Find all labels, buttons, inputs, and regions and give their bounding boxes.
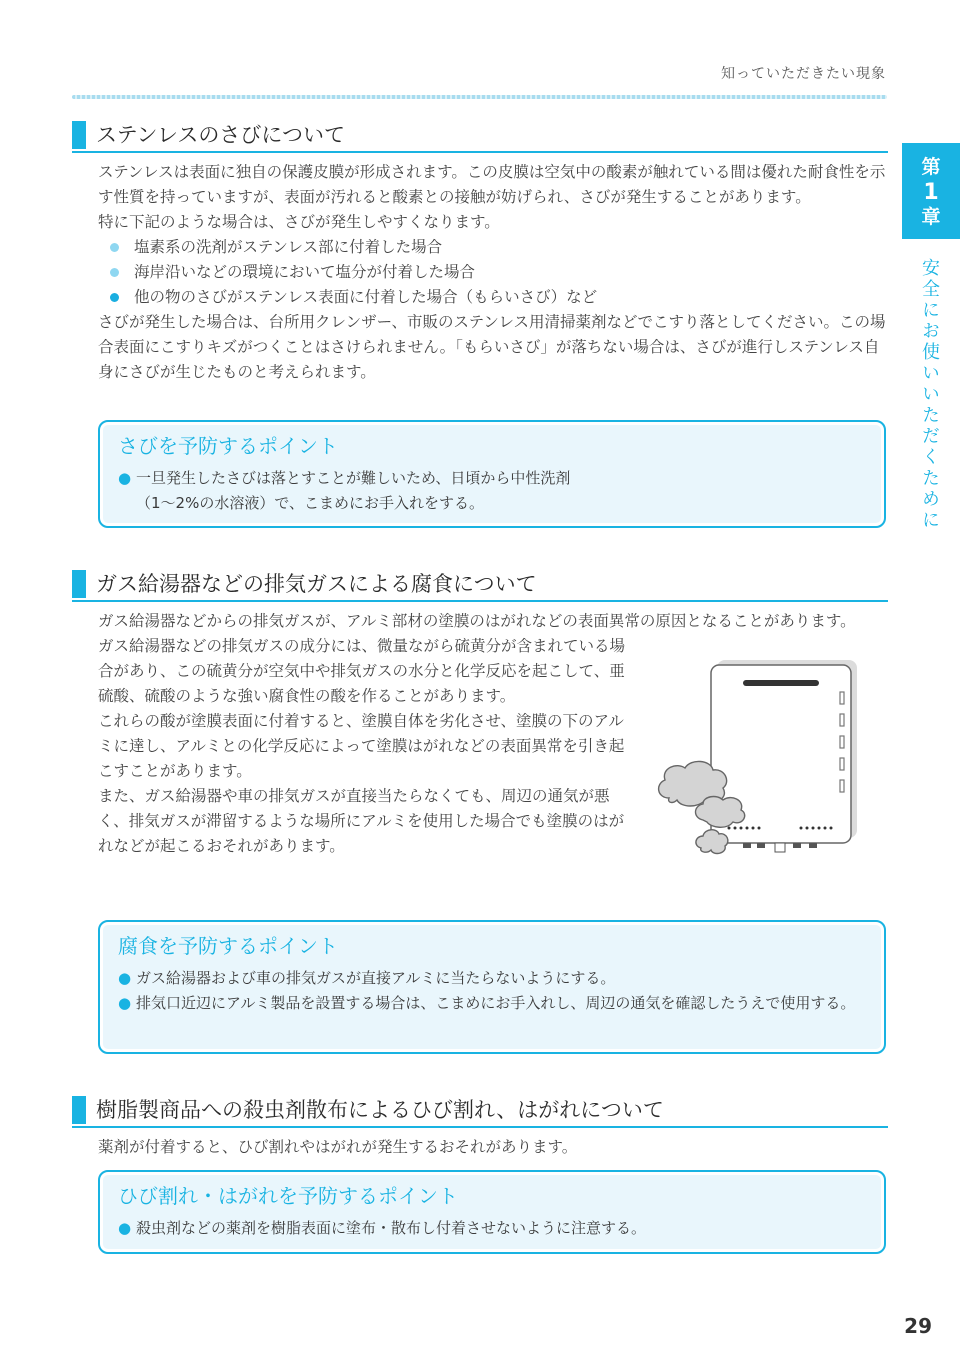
heater-connectors <box>743 843 817 852</box>
page-number: 29 <box>904 1314 932 1338</box>
tip-item <box>118 1216 868 1241</box>
chapter-prefix: 第 <box>921 156 941 178</box>
tip-item <box>118 466 868 491</box>
list-item: 他の物のさびがステンレス表面に付着した場合（もらいさび）など <box>98 285 888 310</box>
tip-item <box>118 966 868 991</box>
section-heading <box>72 121 888 153</box>
paragraph: 特に下記のような場合は、さびが発生しやすくなります。 <box>98 213 500 231</box>
tip-title: ひび割れ・はがれを予防するポイント <box>118 1184 458 1208</box>
chapter-tab <box>902 143 960 239</box>
section-stainless-rust <box>72 121 888 385</box>
tip-box-rust <box>98 420 886 528</box>
tip-text: ガス給湯器および車の排気ガスが直接アルミに当たらないようにする。 <box>136 969 616 987</box>
tip-box-corrosion <box>98 920 886 1054</box>
section-heading-text: ガス給湯器などの排気ガスによる腐食について <box>96 572 537 596</box>
water-heater-illustration <box>655 658 860 858</box>
tip-item <box>118 491 868 516</box>
bullet-icon: ● <box>118 969 132 987</box>
tip-text: 殺虫剤などの薬剤を樹脂表面に塗布・散布し付着させないように注意する。 <box>136 1219 647 1237</box>
heading-marker <box>72 1096 86 1124</box>
section-heading-text: ステンレスのさびについて <box>96 123 345 147</box>
section-heading <box>72 1096 888 1128</box>
tip-text: 一旦発生したさびは落とすことが難しいため、日頃から中性洗剤 <box>136 469 571 487</box>
bullet-icon: ● <box>118 469 132 487</box>
paragraph: ステンレスは表面に独自の保護皮膜が形成されます。この皮膜は空気中の酸素が触れている間は優れた耐食性を示す性質を持っていますが、表面が汚れると酸素との接触が妨げられ、さびが発生することがあります。 <box>98 163 886 206</box>
section-heading-text: 樹脂製商品への殺虫剤散布によるひび割れ、はがれについて <box>96 1098 664 1122</box>
section-body <box>98 160 888 385</box>
tip-title: 腐食を予防するポイント <box>118 934 338 958</box>
chapter-number: 1 <box>923 180 939 205</box>
list-item: 塩素系の洗剤がステンレス部に付着した場合 <box>98 235 888 260</box>
running-header: 知っていただきたい現象 <box>721 66 886 82</box>
paragraph: さびが発生した場合は、台所用クレンザー、市販のステンレス用清掃薬剤などでこすり落としてください。この場合表面にこすりキズがつくことはさけられません。「もらいさび」が落ちない場合は、さびが進行しステンレス自身にさびが生じたものと考えられます。 <box>98 313 886 381</box>
paragraph: ガス給湯器などの排気ガスの成分には、微量ながら硫黄分が含まれている場合があり、この硫黄分が空気中や排気ガスの水分と化学反応を起こして、亜硫酸、硫酸のような強い腐食性の酸を作ることがあります。 <box>98 637 626 705</box>
header-divider <box>72 95 887 99</box>
heading-marker <box>72 121 86 149</box>
paragraph: ガス給湯器などからの排気ガスが、アルミ部材の塗膜のはがれなどの表面異常の原因となることがあります。 <box>98 612 856 630</box>
heater-slot <box>743 680 819 686</box>
paragraph: また、ガス給湯器や車の排気ガスが直接当たらなくても、周辺の通気が悪く、排気ガスが滞留するような場所にアルミを使用した場合でも塗膜のはがれなどが起こるおそれがあります。 <box>98 787 625 855</box>
paragraph-column <box>98 634 630 859</box>
chapter-title: 安全にお使いいただくために <box>919 258 940 531</box>
heading-marker <box>72 570 86 598</box>
bullet-icon: ● <box>118 1219 132 1237</box>
tip-title: さびを予防するポイント <box>118 434 338 458</box>
section-body <box>98 1135 888 1160</box>
tip-item <box>118 991 868 1016</box>
tip-text: （1～2%の水溶液）で、こまめにお手入れをする。 <box>136 494 485 512</box>
tip-text: 排気口近辺にアルミ製品を設置する場合は、こまめにお手入れし、周辺の通気を確認したうえで使用する。 <box>136 994 856 1012</box>
paragraph: これらの酸が塗膜表面に付着すると、塗膜自体を劣化させ、塗膜の下のアルミに達し、アルミとの化学反応によって塗膜はがれなどの表面異常を引き起こすことがあります。 <box>98 712 625 780</box>
list-item: 海岸沿いなどの環境において塩分が付着した場合 <box>98 260 888 285</box>
section-resin-cracking <box>72 1096 888 1160</box>
section-heading <box>72 570 888 602</box>
chapter-suffix: 章 <box>921 206 941 228</box>
tip-box-cracking <box>98 1170 886 1254</box>
bullet-icon: ● <box>118 994 132 1012</box>
paragraph: 薬剤が付着すると、ひび割れやはがれが発生するおそれがあります。 <box>98 1138 578 1156</box>
bullet-list <box>98 235 888 310</box>
